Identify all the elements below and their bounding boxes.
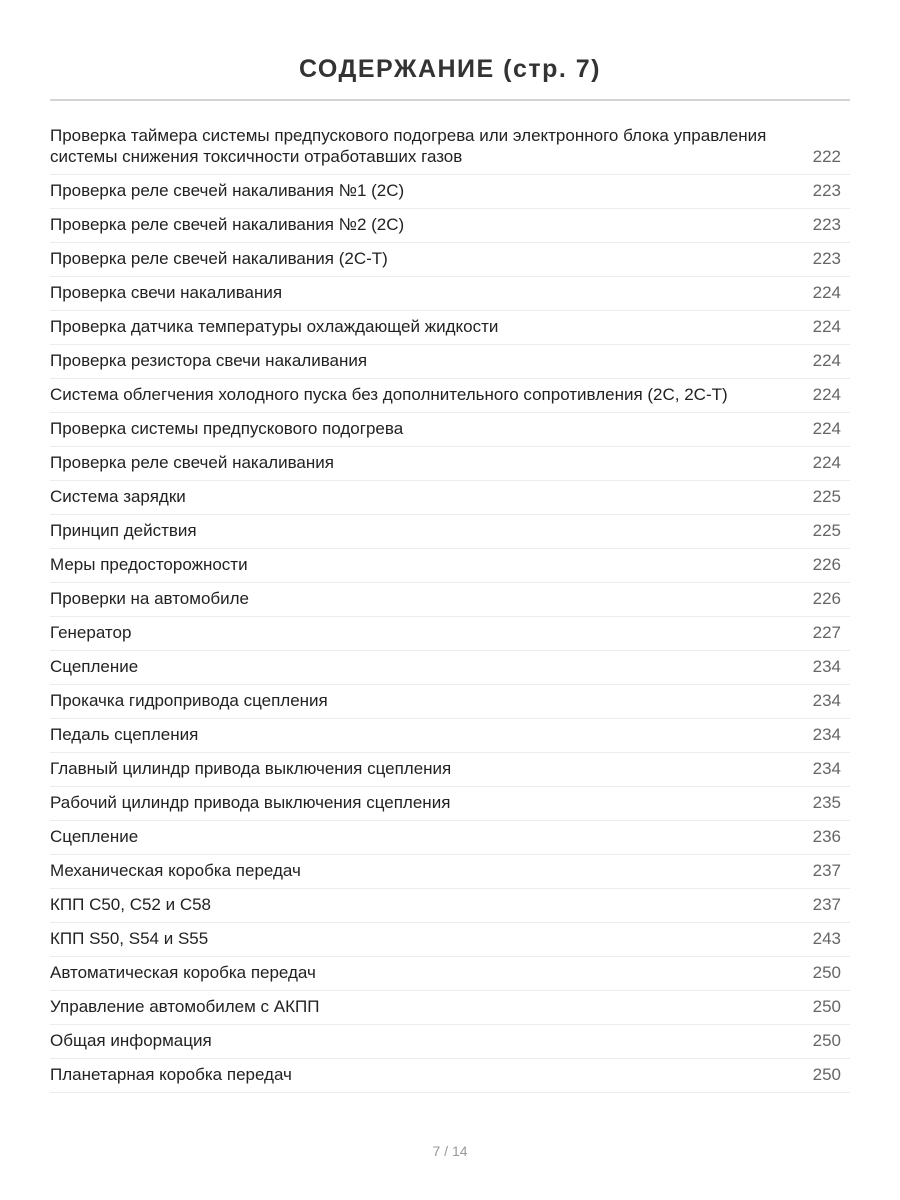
toc-entry-page: 223 [812,215,841,234]
toc-entry[interactable] [50,124,850,175]
toc-entry[interactable] [50,379,850,413]
toc-entry-page: 226 [812,555,841,574]
toc-entry-page: 235 [812,793,841,812]
toc-entry[interactable] [50,957,850,991]
toc-entry-title: Проверка резистора свечи накаливания [50,351,368,370]
toc-entry[interactable] [50,855,850,889]
toc-entry-page: 223 [812,181,841,200]
toc-entry-page: 224 [812,385,841,404]
toc-entry-page: 234 [812,657,841,676]
toc-entry-page: 224 [812,453,841,472]
toc-entry[interactable] [50,617,850,651]
toc-entry[interactable] [50,175,850,209]
toc-entry-page: 243 [812,929,841,948]
header-divider [50,99,850,101]
page-title: СОДЕРЖАНИЕ (стр. 7) [298,54,602,83]
toc-entry-title: Проверка датчика температуры охлаждающей жидкости [50,317,499,336]
toc-entry[interactable] [50,549,850,583]
toc-entry[interactable] [50,311,850,345]
toc-entry-title: Принцип действия [50,521,197,540]
toc-entry-title: Прокачка гидропривода сцепления [50,691,328,710]
toc-entry-title: Сцепление [50,657,139,676]
toc-entry[interactable] [50,413,850,447]
toc-entry[interactable] [50,243,850,277]
toc-entry-title: Сцепление [50,827,139,846]
toc-entry-page: 250 [812,963,841,982]
toc-entry-title: Генератор [50,623,132,642]
toc-entry-page: 226 [812,589,841,608]
toc-entry-title: Управление автомобилем с АКПП [50,997,320,1016]
toc-entry-page: 225 [812,487,841,506]
toc-entry-title: Проверка реле свечей накаливания [50,453,334,472]
toc-entry-title: Проверка свечи накаливания [50,283,283,302]
toc-entry-title: КПП S50, S54 и S55 [50,929,209,948]
toc-entry-page: 224 [812,283,841,302]
toc-entry-title: Проверка системы предпускового подогрева [50,419,404,438]
toc-entry-title: Система облегчения холодного пуска без дополнительного сопротивления (2С, 2С-Т) [50,385,728,404]
toc-entry[interactable] [50,1059,850,1093]
toc-entry-title: Проверки на автомобиле [50,589,250,608]
toc-entry-page: 250 [812,1065,841,1084]
toc-entry-page: 236 [812,827,841,846]
toc-entry-title: Общая информация [50,1031,212,1050]
toc-entry-title: Автоматическая коробка передач [50,963,316,982]
toc-entry-page: 224 [812,419,841,438]
toc-entry[interactable] [50,685,850,719]
toc-entry-page: 234 [812,691,841,710]
toc-entry[interactable] [50,277,850,311]
toc-entry-page: 223 [812,249,841,268]
table-of-contents [50,124,850,1093]
toc-entry[interactable] [50,481,850,515]
toc-entry-page: 224 [812,351,841,370]
toc-entry-page: 237 [812,895,841,914]
toc-entry-page: 227 [812,623,841,642]
toc-entry[interactable] [50,991,850,1025]
toc-entry[interactable] [50,345,850,379]
toc-entry-page: 234 [812,759,841,778]
toc-entry[interactable] [50,583,850,617]
toc-entry-page: 224 [812,317,841,336]
toc-entry[interactable] [50,209,850,243]
toc-entry-title: Меры предосторожности [50,555,248,574]
toc-entry-title: Главный цилиндр привода выключения сцепления [50,759,452,778]
toc-entry-title: КПП С50, С52 и С58 [50,895,212,914]
toc-entry-title: Педаль сцепления [50,725,199,744]
page-indicator: 7 / 14 [432,1143,468,1159]
toc-entry[interactable] [50,651,850,685]
toc-entry-title: Планетарная коробка передач [50,1065,292,1084]
toc-entry-page: 250 [812,997,841,1016]
toc-entry[interactable] [50,515,850,549]
toc-entry[interactable] [50,719,850,753]
toc-entry[interactable] [50,1025,850,1059]
toc-entry-title: Проверка реле свечей накаливания №2 (2С) [50,215,405,234]
toc-entry-page: 237 [812,861,841,880]
toc-entry-title: Проверка таймера системы предпускового подогрева или электронного блока управления системы снижения токсичности отработавших газов [50,126,767,166]
toc-entry-title: Система зарядки [50,487,186,506]
toc-entry-title: Рабочий цилиндр привода выключения сцепления [50,793,451,812]
toc-entry[interactable] [50,889,850,923]
toc-entry[interactable] [50,923,850,957]
toc-entry[interactable] [50,447,850,481]
toc-entry-page: 234 [812,725,841,744]
toc-entry[interactable] [50,821,850,855]
toc-entry-title: Механическая коробка передач [50,861,301,880]
toc-entry[interactable] [50,787,850,821]
toc-entry-page: 225 [812,521,841,540]
toc-entry-title: Проверка реле свечей накаливания (2С-Т) [50,249,388,268]
toc-entry-page: 250 [812,1031,841,1050]
toc-entry-page: 222 [812,147,841,166]
toc-entry[interactable] [50,753,850,787]
toc-entry-title: Проверка реле свечей накаливания №1 (2С) [50,181,405,200]
